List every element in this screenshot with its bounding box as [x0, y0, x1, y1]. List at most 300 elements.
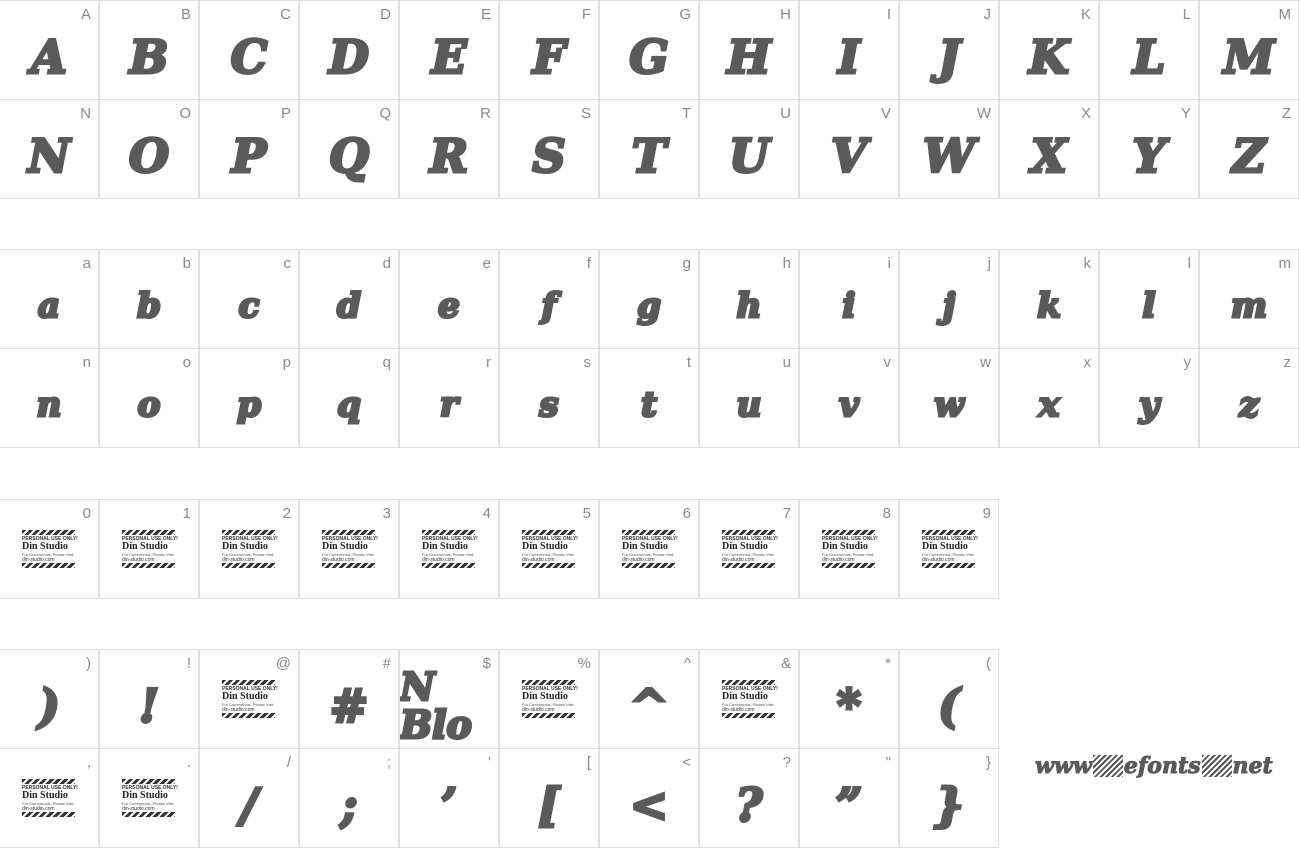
- glyph-label: s: [583, 354, 591, 371]
- watermark-stripe: [22, 779, 75, 784]
- glyph-cell: [0, 499, 99, 599]
- glyph-sample: a: [37, 286, 61, 326]
- watermark-placeholder: [722, 530, 776, 572]
- glyph-label: m: [1278, 255, 1291, 272]
- watermark-stripe: [622, 530, 675, 535]
- glyph-cell: [899, 499, 999, 599]
- watermark-text: din-studio.com: [122, 557, 155, 563]
- glyph-label: l: [1187, 255, 1191, 272]
- glyph-cell: [499, 748, 599, 848]
- glyph-label: ": [885, 754, 891, 771]
- watermark-text: din-studio.com: [422, 557, 455, 563]
- glyph-sample: u: [736, 385, 762, 425]
- glyph-sample: }: [934, 778, 964, 832]
- glyph-label: Z: [1281, 105, 1291, 122]
- glyph-label: /: [286, 754, 291, 771]
- glyph-cell: [899, 348, 999, 448]
- glyph-cell: [699, 0, 799, 100]
- watermark-text: Din Studio: [722, 541, 768, 552]
- watermark-text: PERSONAL USE ONLY!: [122, 536, 178, 542]
- glyph-label: #: [382, 655, 391, 672]
- glyph-label: [: [586, 754, 591, 771]
- glyph-sample: l: [1142, 286, 1156, 326]
- glyph-sample: P: [231, 129, 267, 183]
- glyph-label: x: [1083, 354, 1091, 371]
- glyph-label: }: [985, 754, 991, 771]
- watermark-text: For Commercial, Please Visit: [922, 552, 974, 557]
- glyph-label: a: [82, 255, 91, 272]
- glyph-cell: [499, 499, 599, 599]
- glyph-cell: [899, 0, 999, 100]
- glyph-cell: [299, 99, 399, 199]
- glyph-label: V: [880, 105, 891, 122]
- glyph-sample: q: [337, 385, 361, 425]
- glyph-sample: T: [631, 129, 667, 183]
- watermark-stripe: [222, 713, 275, 718]
- glyph-label: U: [780, 105, 791, 122]
- glyph-cell: [0, 348, 99, 448]
- glyph-cell: [799, 0, 899, 100]
- glyph-cell: [699, 649, 799, 749]
- glyph-sample: F: [532, 30, 566, 84]
- glyph-label: J: [983, 6, 991, 23]
- glyph-label: 9: [982, 505, 991, 522]
- glyph-label: L: [1182, 6, 1191, 23]
- watermark-text: din-studio.com: [822, 557, 855, 563]
- watermark-placeholder: [22, 779, 76, 821]
- glyph-label: !: [186, 655, 191, 672]
- glyph-label: S: [580, 105, 591, 122]
- glyph-sample: w: [934, 385, 964, 425]
- glyph-sample: p: [237, 385, 261, 425]
- glyph-sample: t: [641, 385, 657, 425]
- watermark-stripe: [222, 680, 275, 685]
- glyph-cell: [199, 99, 299, 199]
- glyph-cell: [699, 748, 799, 848]
- watermark-stripe: [522, 680, 575, 685]
- watermark-stripe: [122, 812, 175, 817]
- glyph-label: p: [282, 354, 291, 371]
- glyph-label: K: [1080, 6, 1091, 23]
- glyph-sample: ?: [735, 778, 763, 832]
- glyph-label: M: [1278, 6, 1291, 23]
- glyph-sample: *: [836, 679, 862, 733]
- watermark-text: PERSONAL USE ONLY!: [522, 536, 578, 542]
- glyph-sample: n: [36, 385, 62, 425]
- glyph-sample: W: [923, 129, 975, 183]
- watermark-stripe: [222, 563, 275, 568]
- glyph-label: ,: [86, 754, 91, 771]
- watermark-stripe: [222, 530, 275, 535]
- watermark-text: For Commercial, Please Visit: [522, 702, 574, 707]
- glyph-sample: Y: [1132, 129, 1166, 183]
- glyph-cell: [899, 249, 999, 349]
- glyph-label: D: [380, 6, 391, 23]
- watermark-placeholder: [522, 680, 576, 722]
- watermark-stripe: [522, 713, 575, 718]
- glyph-cell: [699, 249, 799, 349]
- watermark-text: PERSONAL USE ONLY!: [722, 536, 778, 542]
- watermark-text: din-studio.com: [122, 806, 155, 812]
- glyph-label: R: [480, 105, 491, 122]
- watermark-text: Din Studio: [122, 541, 168, 552]
- section-symbols: [0, 650, 1300, 848]
- watermark-placeholder: [222, 530, 276, 572]
- glyph-cell: [0, 99, 99, 199]
- glyph-cell: [1099, 99, 1199, 199]
- glyph-cell: [499, 249, 599, 349]
- glyph-sample: #: [329, 679, 369, 733]
- glyph-cell: [599, 348, 699, 448]
- watermark-text: PERSONAL USE ONLY!: [722, 686, 778, 692]
- watermark-text: Din Studio: [222, 541, 268, 552]
- glyph-cell: [299, 649, 399, 749]
- glyph-sample: r: [440, 385, 458, 425]
- glyph-cell: [1199, 249, 1299, 349]
- glyph-cell: [599, 499, 699, 599]
- glyph-cell: [499, 348, 599, 448]
- glyph-label: o: [182, 354, 191, 371]
- watermark-placeholder: [122, 530, 176, 572]
- glyph-cell: [999, 249, 1099, 349]
- glyph-cell: [1099, 249, 1199, 349]
- glyph-sample: H: [727, 30, 771, 84]
- brand-part-www: www: [1035, 753, 1092, 779]
- glyph-sample: v: [839, 385, 859, 425]
- glyph-cell: [399, 649, 499, 749]
- glyph-sample: X: [1031, 129, 1067, 183]
- glyph-cell: [299, 0, 399, 100]
- watermark-text: For Commercial, Please Visit: [622, 552, 674, 557]
- glyph-sample: S: [532, 129, 566, 183]
- watermark-stripe: [722, 680, 775, 685]
- glyph-cell: [599, 99, 699, 199]
- glyph-sample: k: [1037, 286, 1061, 326]
- glyph-label: 4: [482, 505, 491, 522]
- watermark-text: Din Studio: [22, 541, 68, 552]
- watermark-text: Din Studio: [922, 541, 968, 552]
- glyph-cell: [999, 348, 1099, 448]
- glyph-cell: [1199, 348, 1299, 448]
- glyph-label: X: [1080, 105, 1091, 122]
- glyph-sample: ’: [440, 778, 457, 832]
- watermark-stripe: [822, 563, 875, 568]
- watermark-text: PERSONAL USE ONLY!: [622, 536, 678, 542]
- watermark-stripe: [422, 530, 475, 535]
- glyph-cell: [599, 249, 699, 349]
- glyph-label: ?: [782, 754, 791, 771]
- glyph-label: ): [86, 655, 91, 672]
- glyph-cell: [899, 649, 999, 749]
- glyph-sample: x: [1038, 385, 1060, 425]
- watermark-text: PERSONAL USE ONLY!: [222, 536, 278, 542]
- watermark-text: din-studio.com: [722, 707, 755, 713]
- brand-part-net: net: [1232, 753, 1273, 779]
- watermark-stripe: [122, 530, 175, 535]
- glyph-label: n: [82, 354, 91, 371]
- glyph-cell: [799, 249, 899, 349]
- glyph-cell: [99, 748, 199, 848]
- glyph-label: T: [681, 105, 691, 122]
- glyph-sample: J: [938, 30, 960, 84]
- glyph-cell: [399, 249, 499, 349]
- watermark-placeholder: [822, 530, 876, 572]
- glyph-label: $: [482, 655, 491, 672]
- watermark-text: For Commercial, Please Visit: [22, 552, 74, 557]
- glyph-label: t: [686, 354, 691, 371]
- glyph-cell: [99, 649, 199, 749]
- glyph-sample: A: [31, 30, 67, 84]
- glyph-sample: h: [736, 286, 762, 326]
- watermark-text: Din Studio: [822, 541, 868, 552]
- watermark-text: For Commercial, Please Visit: [222, 702, 274, 707]
- watermark-text: Din Studio: [222, 691, 268, 702]
- glyph-sample: ;: [340, 778, 358, 832]
- glyph-cell: [99, 99, 199, 199]
- glyph-cell: [1099, 0, 1199, 100]
- glyph-cell: [399, 348, 499, 448]
- glyph-label: *: [885, 655, 891, 672]
- glyph-cell: [1199, 99, 1299, 199]
- watermark-text: Din Studio: [522, 541, 568, 552]
- glyph-cell: [199, 649, 299, 749]
- glyph-cell: [499, 0, 599, 100]
- glyph-sample: y: [1139, 385, 1159, 425]
- glyph-label: c: [283, 255, 291, 272]
- watermark-text: PERSONAL USE ONLY!: [422, 536, 478, 542]
- watermark-placeholder: [222, 680, 276, 722]
- glyph-sample: U: [728, 129, 770, 183]
- glyph-sample: b: [137, 286, 161, 326]
- watermark-text: PERSONAL USE ONLY!: [322, 536, 378, 542]
- glyph-cell: [299, 499, 399, 599]
- glyph-label: .: [186, 754, 191, 771]
- glyph-label: 3: [382, 505, 391, 522]
- glyph-cell: [199, 0, 299, 100]
- glyph-label: k: [1083, 255, 1091, 272]
- glyph-cell: [799, 99, 899, 199]
- glyph-label: i: [887, 255, 891, 272]
- glyph-label: 0: [82, 505, 91, 522]
- glyph-cell: [699, 348, 799, 448]
- brand-part-efonts: efonts: [1123, 753, 1201, 779]
- section-lowercase: [0, 250, 1300, 448]
- glyph-label: @: [275, 655, 291, 672]
- glyph-sample: g: [637, 286, 661, 326]
- glyph-label: 8: [882, 505, 891, 522]
- watermark-text: din-studio.com: [22, 557, 55, 563]
- glyph-label: ^: [683, 655, 691, 672]
- watermark-text: Din Studio: [522, 691, 568, 702]
- glyph-label: g: [682, 255, 691, 272]
- glyph-label: w: [980, 354, 991, 371]
- glyph-cell: [99, 348, 199, 448]
- glyph-sample: c: [238, 286, 260, 326]
- watermark-stripe: [722, 713, 775, 718]
- glyph-sample: !: [138, 679, 160, 733]
- glyph-cell: [0, 249, 99, 349]
- glyph-label: P: [280, 105, 291, 122]
- glyph-sample: d: [337, 286, 361, 326]
- glyph-cell: [799, 649, 899, 749]
- watermark-text: For Commercial, Please Visit: [122, 552, 174, 557]
- watermark-stripe: [922, 530, 975, 535]
- glyph-label: &: [780, 655, 791, 672]
- glyph-cell: [699, 99, 799, 199]
- glyph-label: j: [987, 255, 991, 272]
- glyph-cell: [899, 99, 999, 199]
- glyph-sample: ^: [629, 679, 669, 733]
- watermark-placeholder: [922, 530, 976, 572]
- glyph-cell: [599, 0, 699, 100]
- glyph-label: F: [581, 6, 591, 23]
- watermark-text: PERSONAL USE ONLY!: [22, 785, 78, 791]
- glyph-label: e: [482, 255, 491, 272]
- watermark-placeholder: [422, 530, 476, 572]
- glyph-label: %: [577, 655, 591, 672]
- glyph-label: W: [976, 105, 991, 122]
- glyph-cell: [0, 649, 99, 749]
- watermark-text: For Commercial, Please Visit: [122, 801, 174, 806]
- watermark-stripe: [522, 530, 575, 535]
- watermark-stripe: [722, 530, 775, 535]
- glyph-cell: [299, 249, 399, 349]
- glyph-cell: [0, 0, 99, 100]
- watermark-placeholder: [622, 530, 676, 572]
- watermark-stripe: [622, 563, 675, 568]
- glyph-label: ': [488, 754, 491, 771]
- glyph-label: 5: [582, 505, 591, 522]
- glyph-sample: e: [438, 286, 460, 326]
- glyph-label: C: [280, 6, 291, 23]
- glyph-label: z: [1283, 354, 1291, 371]
- glyph-label: b: [182, 255, 191, 272]
- glyph-label: 2: [282, 505, 291, 522]
- glyph-cell: [799, 348, 899, 448]
- glyph-sample: I: [838, 30, 860, 84]
- watermark-stripe: [322, 563, 375, 568]
- watermark-text: Din Studio: [322, 541, 368, 552]
- glyph-sample: s: [539, 385, 559, 425]
- watermark-stripe: [122, 779, 175, 784]
- glyph-cell: [399, 0, 499, 100]
- watermark-text: For Commercial, Please Visit: [522, 552, 574, 557]
- glyph-label: B: [180, 6, 191, 23]
- watermark-stripe: [422, 563, 475, 568]
- glyph-cell: [99, 499, 199, 599]
- watermark-text: Din Studio: [422, 541, 468, 552]
- glyph-cell: [199, 348, 299, 448]
- glyph-label: f: [586, 255, 591, 272]
- glyph-label: Q: [379, 105, 391, 122]
- glyph-cell: [299, 748, 399, 848]
- glyph-label: E: [480, 6, 491, 23]
- glyph-cell: [499, 649, 599, 749]
- watermark-stripe: [922, 563, 975, 568]
- glyph-sample: (: [938, 679, 960, 733]
- watermark-text: Din Studio: [22, 790, 68, 801]
- watermark-text: Din Studio: [622, 541, 668, 552]
- watermark-placeholder: [522, 530, 576, 572]
- glyph-cell: [399, 99, 499, 199]
- watermark-placeholder: [22, 530, 76, 572]
- glyph-sample: B: [129, 30, 169, 84]
- glyph-sample: V: [831, 129, 867, 183]
- watermark-text: din-studio.com: [522, 707, 555, 713]
- glyph-label: q: [382, 354, 391, 371]
- watermark-text: PERSONAL USE ONLY!: [22, 536, 78, 542]
- watermark-text: For Commercial, Please Visit: [22, 801, 74, 806]
- glyph-label: ;: [386, 754, 391, 771]
- watermark-text: PERSONAL USE ONLY!: [122, 785, 178, 791]
- glyph-label: 7: [782, 505, 791, 522]
- watermark-text: PERSONAL USE ONLY!: [522, 686, 578, 692]
- glyph-label: I: [886, 6, 891, 23]
- glyph-cell: [1099, 348, 1199, 448]
- watermark-stripe: [822, 530, 875, 535]
- glyph-label: N: [80, 105, 91, 122]
- watermark-text: For Commercial, Please Visit: [322, 552, 374, 557]
- glyph-cell: [299, 348, 399, 448]
- glyph-label: H: [780, 6, 791, 23]
- glyph-sample: N Blo: [400, 664, 472, 747]
- watermark-text: din-studio.com: [922, 557, 955, 563]
- watermark-mini-icon: [1093, 755, 1123, 777]
- glyph-cell: [1199, 0, 1299, 100]
- watermark-placeholder: [322, 530, 376, 572]
- glyph-label: A: [80, 6, 91, 23]
- glyph-sample: C: [230, 30, 268, 84]
- watermark-stripe: [122, 563, 175, 568]
- glyph-label: (: [986, 655, 991, 672]
- watermark-text: For Commercial, Please Visit: [722, 702, 774, 707]
- watermark-text: din-studio.com: [222, 707, 255, 713]
- watermark-placeholder: [122, 779, 176, 821]
- watermark-placeholder: [722, 680, 776, 722]
- glyph-cell: [199, 249, 299, 349]
- glyph-cell: [199, 748, 299, 848]
- glyph-sample: z: [1239, 385, 1259, 425]
- watermark-stripe: [22, 812, 75, 817]
- glyph-cell: [599, 649, 699, 749]
- glyph-sample: f: [541, 286, 557, 326]
- watermark-text: din-studio.com: [22, 806, 55, 812]
- glyph-sample: K: [1029, 30, 1069, 84]
- glyph-label: y: [1183, 354, 1191, 371]
- watermark-text: For Commercial, Please Visit: [722, 552, 774, 557]
- glyph-cell: [599, 748, 699, 848]
- glyph-sample: [: [538, 778, 560, 832]
- glyph-cell: [499, 99, 599, 199]
- watermark-stripe: [22, 530, 75, 535]
- section-digits: [0, 500, 1300, 599]
- glyph-cell: [799, 748, 899, 848]
- glyph-cell: [399, 748, 499, 848]
- glyph-sample: D: [329, 30, 369, 84]
- watermark-text: For Commercial, Please Visit: [422, 552, 474, 557]
- glyph-sample: m: [1231, 286, 1267, 326]
- glyph-label: r: [486, 354, 491, 371]
- watermark-text: PERSONAL USE ONLY!: [922, 536, 978, 542]
- glyph-sample: R: [429, 129, 469, 183]
- brand-logo: [1035, 752, 1280, 780]
- glyph-label: Y: [1180, 105, 1191, 122]
- glyph-sample: <: [629, 778, 669, 832]
- glyph-sample: E: [431, 30, 467, 84]
- glyph-sample: Z: [1232, 129, 1266, 183]
- watermark-text: din-studio.com: [322, 557, 355, 563]
- glyph-cell: [99, 0, 199, 100]
